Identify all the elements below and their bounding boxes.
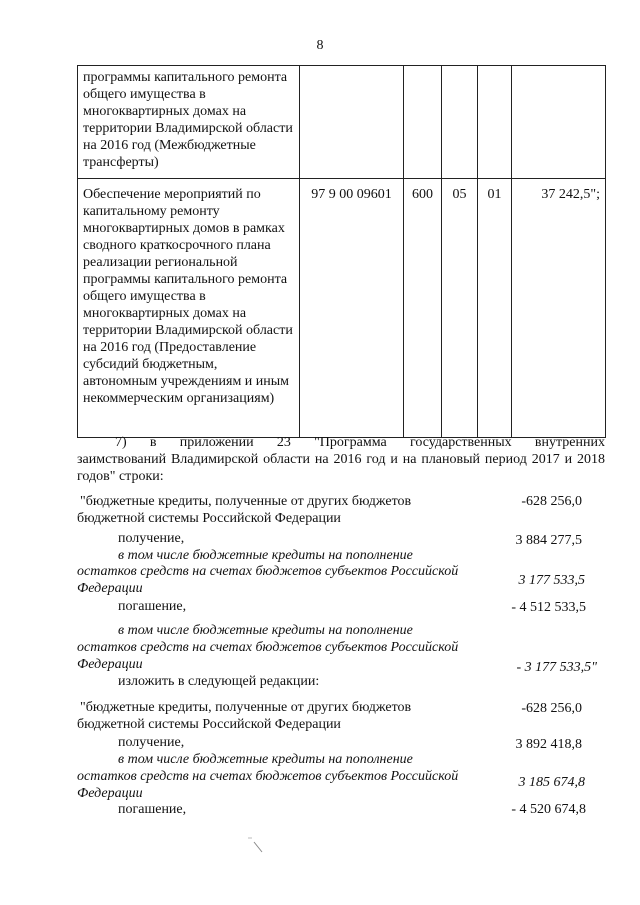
table-row [78, 179, 606, 438]
vr-cell: 600 [404, 179, 442, 438]
new-credits-value: -628 256,0 [521, 701, 582, 716]
pr-cell: 01 [478, 179, 512, 438]
new-repay-value: - 4 520 674,8 [511, 802, 586, 817]
old-incl2-line3: Федерации [77, 657, 143, 672]
row-name-cell: Обеспечение мероприятий по капитальному ремонту многоквартирных домов в рамках сводного краткосрочного плана реализации региональной программы капитального ремонта общего имущества в многоквартирных домах на территории Владимирской области на 2016 год (Предоставление субсидий бюджетным, автономным учреждениям и иным некоммерческим организациям) [78, 179, 300, 438]
code-cell: 97 9 00 09601 [300, 179, 404, 438]
budget-table [77, 65, 606, 438]
old-incl1-line1: в том числе бюджетные кредиты на пополнение [118, 548, 413, 563]
old-incl2-line2: остатков средств на счетах бюджетов субъектов Российской [77, 640, 459, 655]
new-repay-label: погашение, [118, 802, 187, 817]
pr-cell [478, 66, 512, 179]
rz-cell [442, 66, 478, 179]
state-text: изложить в следующей редакции: [118, 674, 320, 689]
vr-cell [404, 66, 442, 179]
old-receive-label: получение, [118, 531, 185, 546]
old-repay-label: погашение, [118, 599, 187, 614]
paragraph-7-first-line: 7) в приложении 23 "Программа государственных внутренних [115, 435, 605, 450]
old-repay-value: - 4 512 533,5 [511, 600, 586, 615]
old-incl2-line1: в том числе бюджетные кредиты на пополнение [118, 623, 413, 638]
old-incl2-value: - 3 177 533,5" [516, 660, 597, 675]
row-name-cell: программы капитального ремонта общего имущества в многоквартирных домах на территории Владимирской области на 2016 год (Межбюджетные трансферты) [78, 66, 300, 179]
rz-cell: 05 [442, 179, 478, 438]
old-credits-line1: "бюджетные кредиты, полученные от других бюджетов [80, 494, 412, 509]
old-incl1-line3: Федерации [77, 581, 143, 596]
new-receive-label: получение, [118, 735, 185, 750]
new-incl1-line2: остатков средств на счетах бюджетов субъектов Российской [77, 769, 459, 784]
code-cell [300, 66, 404, 179]
old-credits-line2: бюджетной системы Российской Федерации [77, 511, 341, 526]
old-credits-value: -628 256,0 [521, 494, 582, 509]
new-incl1-line3: Федерации [77, 786, 143, 801]
old-incl1-line2: остатков средств на счетах бюджетов субъектов Российской [77, 564, 459, 579]
new-credits-line2: бюджетной системы Российской Федерации [77, 717, 341, 732]
sum-cell: 37 242,5"; [512, 179, 606, 438]
new-incl1-value: 3 185 674,8 [518, 775, 585, 790]
table-row [78, 66, 606, 179]
sum-cell [512, 66, 606, 179]
new-incl1-line1: в том числе бюджетные кредиты на пополнение [118, 752, 413, 767]
page-number: 8 [316, 38, 324, 53]
paragraph-7 [77, 434, 605, 485]
scan-artifact [244, 836, 274, 860]
paragraph-7-rest: заимствований Владимирской области на 2016 год и на плановый период 2017 и 2018 годов" строки: [77, 452, 605, 484]
old-incl1-value: 3 177 533,5 [518, 573, 585, 588]
new-receive-value: 3 892 418,8 [515, 737, 582, 752]
new-credits-line1: "бюджетные кредиты, полученные от других бюджетов [80, 700, 412, 715]
old-receive-value: 3 884 277,5 [515, 533, 582, 548]
